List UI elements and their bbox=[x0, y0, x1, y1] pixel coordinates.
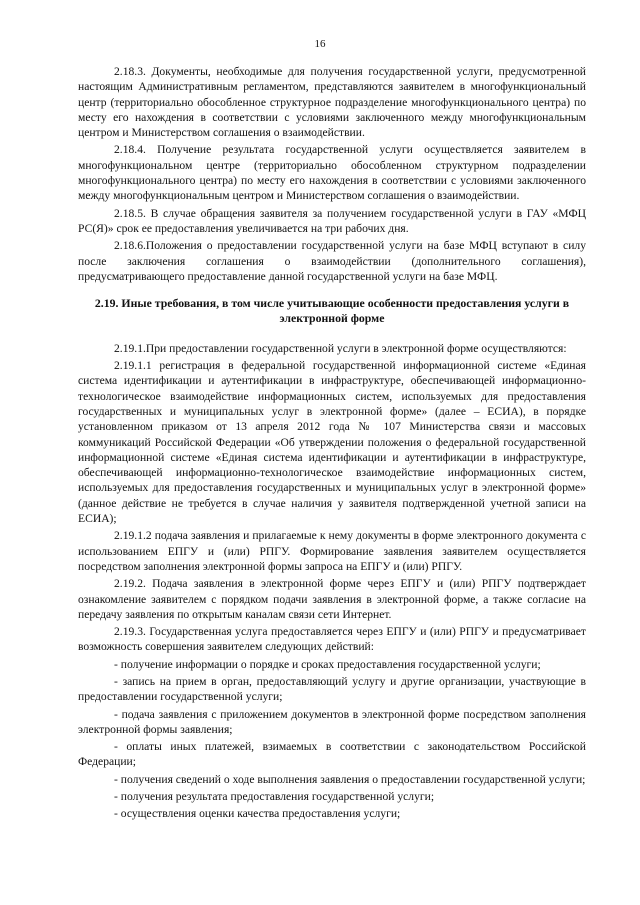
list-item-quality: - осуществления оценки качества предоставления услуги; bbox=[114, 807, 401, 821]
list-item-appointment: - запись на прием в орган, предоставляющий услугу и другие организации, участвующие в предоставлении государственной услуги; bbox=[78, 674, 586, 704]
section-heading-2-19: 2.19. Иные требования, в том числе учитывающие особенности предоставления услуги в электронной форме bbox=[94, 296, 570, 326]
list-item-payments: - оплаты иных платежей, взимаемых в соответствии с законодательством Российской Федерации; bbox=[78, 740, 586, 769]
document-body bbox=[78, 64, 586, 824]
page-number: 16 bbox=[314, 38, 326, 50]
paragraph-2-19-3: 2.19.3. Государственная услуга предоставляется через ЕПГУ и (или) РПГУ и предусматривает возможность совершения заявителем следующих действий: bbox=[78, 625, 586, 654]
paragraph-2-19-2: 2.19.2. Подача заявления в электронной форме через ЕПГУ и (или) РПГУ подтверждает ознакомление заявителем с порядком подачи заявления в электронной форме, а также согласие на передачу заявления по открытым каналам связи сети Интернет. bbox=[78, 577, 586, 621]
paragraph-2-19-1-2: 2.19.1.2 подача заявления и прилагаемые к нему документы в форме электронного документа с использованием ЕПГУ и (или) РПГУ. Формирование заявления заявителем осуществляется посредством заполнения электронной формы запроса на ЕПГУ и (или) РПГУ. bbox=[78, 529, 586, 573]
list-item-result: - получения результата предоставления государственной услуги; bbox=[114, 790, 435, 804]
paragraph-2-19-1-1: 2.19.1.1 регистрация в федеральной государственной информационной системе «Единая система идентификации и аутентификации в инфраструктуре, обеспечивающей информационно-технологическое взаимодействие информационных систем, используемых для предоставления государственных и муниципальных услуг в электронной форме» (далее – ЕСИА), в порядке установленном приказом от 13 апреля 2012 года № 107 Министерства связи и массовых коммуникаций Российской Федерации «Об утверждении положения о федеральной государственной информационной системе «Единая система идентификации и аутентификации в инфраструктуре, обеспечивающей информационно-технологическое взаимодействие информационных систем, используемых для предоставления государственных и муниципальных услуг в электронной форме» (данное действие не требуется в случае наличия у заявителя подтвержденной учетной записи на ЕСИА); bbox=[78, 359, 586, 526]
list-item-application: - подача заявления с приложением документов в электронной форме посредством заполнения электронной формы заявления; bbox=[78, 707, 586, 736]
list-item-status: - получения сведений о ходе выполнения заявления о предоставлении государственной услуги; bbox=[114, 772, 586, 786]
paragraph-2-18-3: 2.18.3. Документы, необходимые для получения государственной услуги, предусмотренной настоящим Административным регламентом, представляются заявителем в многофункциональный центр (территориально обособленное структурное подразделение многофункционального центра) по месту его нахождения в соответствии с условиями заключенного между многофункциональным центром и Министерством соглашения о взаимодействии. bbox=[78, 65, 586, 140]
paragraph-2-18-4: 2.18.4. Получение результата государственной услуги осуществляется заявителем в многофункциональном центре (территориально обособленном структурном подразделении многофункционального центра) по месту его нахождения в соответствии с условиями заключенного между многофункциональным центром и Министерством соглашения о взаимодействии. bbox=[78, 143, 586, 203]
paragraph-2-19-1: 2.19.1.При предоставлении государственной услуги в электронной форме осуществляются: bbox=[114, 341, 567, 355]
paragraph-2-18-6: 2.18.6.Положения о предоставлении государственной услуги на базе МФЦ вступают в силу после заключения соглашения о взаимодействии (дополнительного соглашения), предусматривающего предоставление данной государственной услуги на базе МФЦ. bbox=[78, 239, 586, 283]
list-item-info: - получение информации о порядке и сроках предоставления государственной услуги; bbox=[114, 657, 541, 671]
paragraph-2-18-5: 2.18.5. В случае обращения заявителя за получением государственной услуги в ГАУ «МФЦ РС(Я)» срок ее предоставления увеличивается на три рабочих дня. bbox=[78, 206, 586, 235]
